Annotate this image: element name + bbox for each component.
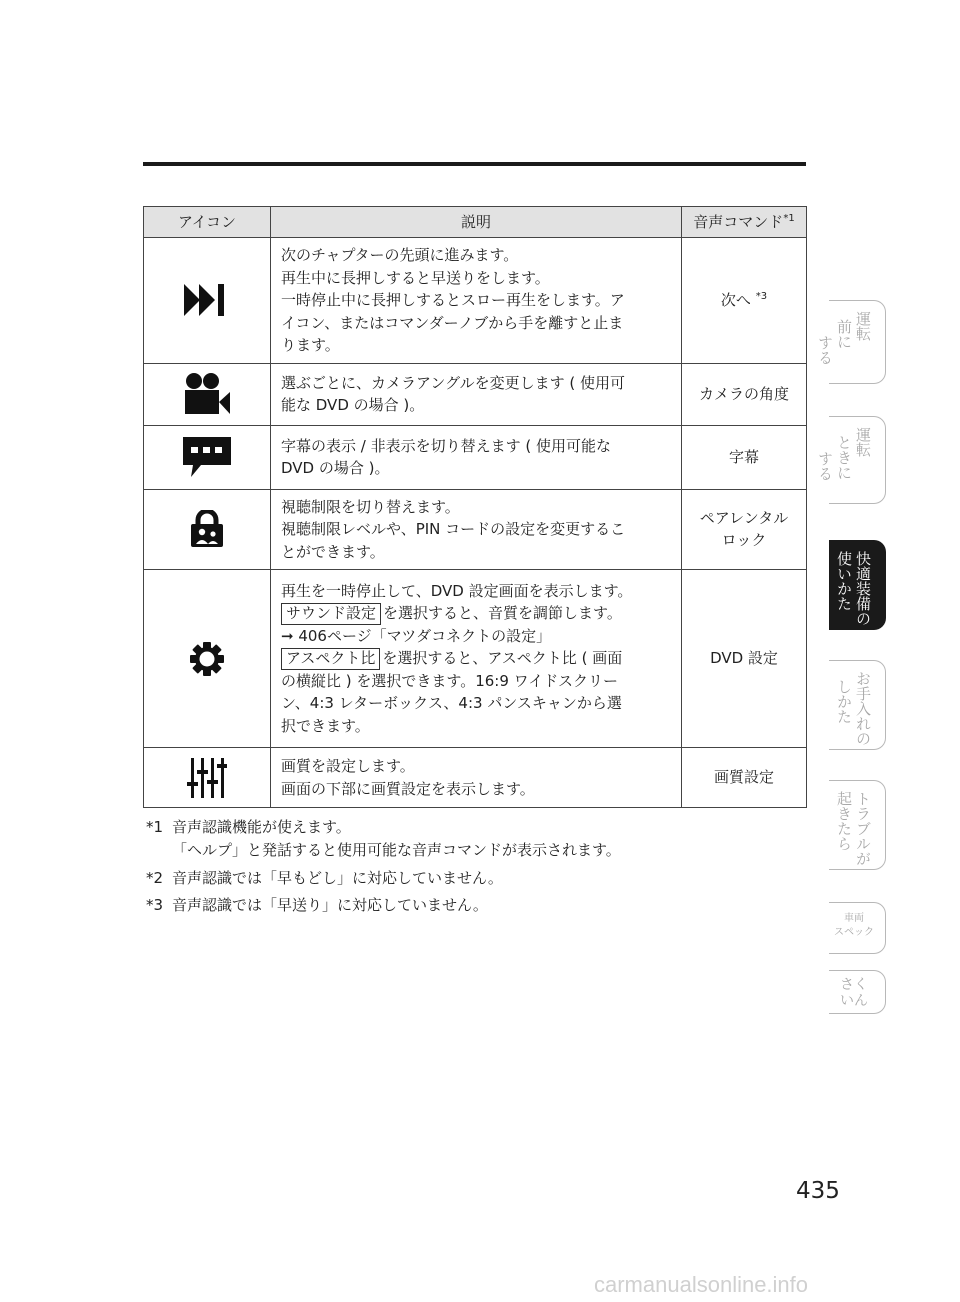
footnotes: [146, 816, 621, 921]
description-cell: [271, 489, 682, 570]
desc-line: 次のチャプターの先頭に進みます。: [281, 246, 519, 264]
desc-line: サウンド設定 を選択すると、音質を調節します。: [281, 602, 671, 625]
parental-lock-icon: [144, 510, 270, 548]
voice-command-cell: 次へ $^{*3}$: [682, 238, 807, 364]
icon-cell: [144, 425, 271, 489]
voice-command-cell: カメラの角度: [682, 363, 807, 425]
description-cell: [271, 748, 682, 808]
desc-line: 画質を設定します。: [281, 757, 415, 775]
page-number: 435: [796, 1178, 840, 1204]
desc-line: 画面の下部に画質設定を表示します。: [281, 779, 535, 798]
desc-line: 再生を一時停止して、DVD 設定画面を表示します。: [281, 581, 633, 600]
table-row: [144, 748, 807, 808]
icon-cell: [144, 748, 271, 808]
side-tab-before-driving[interactable]: 運転 前に する: [829, 300, 886, 384]
desc-line: イコン、またはコマンダーノブから手を離すと止ま: [281, 313, 624, 332]
side-tab-maintenance[interactable]: お手入れの しかた: [829, 660, 886, 750]
header-description: 説明: [271, 207, 682, 238]
table-row: [144, 425, 807, 489]
table-row: [144, 363, 807, 425]
table-row: [144, 489, 807, 570]
icon-cell: [144, 570, 271, 748]
skip-next-icon: [144, 284, 270, 316]
desc-line: 択できます。: [281, 716, 370, 735]
side-tab-comfort-features[interactable]: 快適装備の 使いかた: [829, 540, 886, 630]
side-tab-troubleshooting[interactable]: トラブルが 起きたら: [829, 780, 886, 870]
top-rule: [143, 162, 806, 166]
side-tab-index[interactable]: さく いん: [829, 970, 886, 1014]
desc-line: 選ぶごとに、カメラアングルを変更します ( 使用可: [281, 373, 626, 392]
watermark: carmanualsonline.info: [594, 1272, 809, 1297]
voice-command-cell: 画質設定: [682, 748, 807, 808]
desc-line: 能な DVD の場合 )。: [281, 396, 425, 414]
table-row: [144, 570, 807, 748]
icon-cell: [144, 363, 271, 425]
description-cell: [271, 238, 682, 364]
voice-command-cell: DVD 設定: [682, 570, 807, 748]
table-row: [144, 238, 807, 364]
camera-angle-icon: [144, 372, 270, 416]
voice-command-cell: 字幕: [682, 425, 807, 489]
desc-line: 字幕の表示 / 非表示を切り替えます ( 使用可能な: [281, 436, 611, 455]
desc-line: とができます。: [281, 542, 385, 561]
desc-line: 視聴制限を切り替えます。: [281, 497, 460, 516]
description-cell: [271, 570, 682, 748]
description-cell: [271, 425, 682, 489]
desc-line: アスペクト比 を選択すると、アスペクト比 ( 画面: [281, 647, 671, 670]
desc-line: 視聴制限レベルや、PIN コードの設定を変更するこ: [281, 520, 626, 538]
description-cell: [271, 363, 682, 425]
desc-line: の横縦比 ) を選択できます。16:9 ワイドスクリー: [281, 671, 619, 690]
footnote: *2 音声認識では「早もどし」に対応していません。: [146, 868, 503, 887]
footnote: *3 音声認識では「早送り」に対応していません。: [146, 895, 488, 914]
desc-line: DVD の場合 )。: [281, 459, 390, 477]
header-voice-command: 音声コマンド$^{*1}$: [682, 207, 807, 238]
side-tab-while-driving[interactable]: 運転 ときに する: [829, 416, 886, 504]
settings-gear-icon: [144, 641, 270, 677]
page-reference: ➞ 406ページ「マツダコネクトの設定」: [281, 626, 552, 645]
header-icon: アイコン: [144, 207, 271, 238]
aspect-ratio-label: アスペクト比: [281, 648, 380, 670]
subtitle-icon: [144, 437, 270, 477]
desc-line: 一時停止中に長押しするとスロー再生をします。ア: [281, 291, 625, 309]
footnote: *1 音声認識機能が使えます。 「ヘルプ」と発話すると使用可能な音声コマンドが表示されます。: [146, 818, 621, 860]
voice-command-cell: ペアレンタル ロック: [682, 489, 807, 570]
dvd-controls-table: [143, 206, 807, 808]
icon-cell: [144, 489, 271, 570]
icon-cell: [144, 238, 271, 364]
table-header-row: [144, 207, 807, 238]
desc-line: ン、4:3 レターボックス、4:3 パンスキャンから選: [281, 694, 622, 713]
side-tab-vehicle-specs[interactable]: 車両 スペック: [829, 902, 886, 954]
desc-line: ります。: [281, 336, 340, 354]
sound-settings-label: サウンド設定: [281, 603, 381, 625]
desc-line: 再生中に長押しすると早送りをします。: [281, 268, 550, 287]
picture-quality-sliders-icon: [144, 758, 270, 798]
